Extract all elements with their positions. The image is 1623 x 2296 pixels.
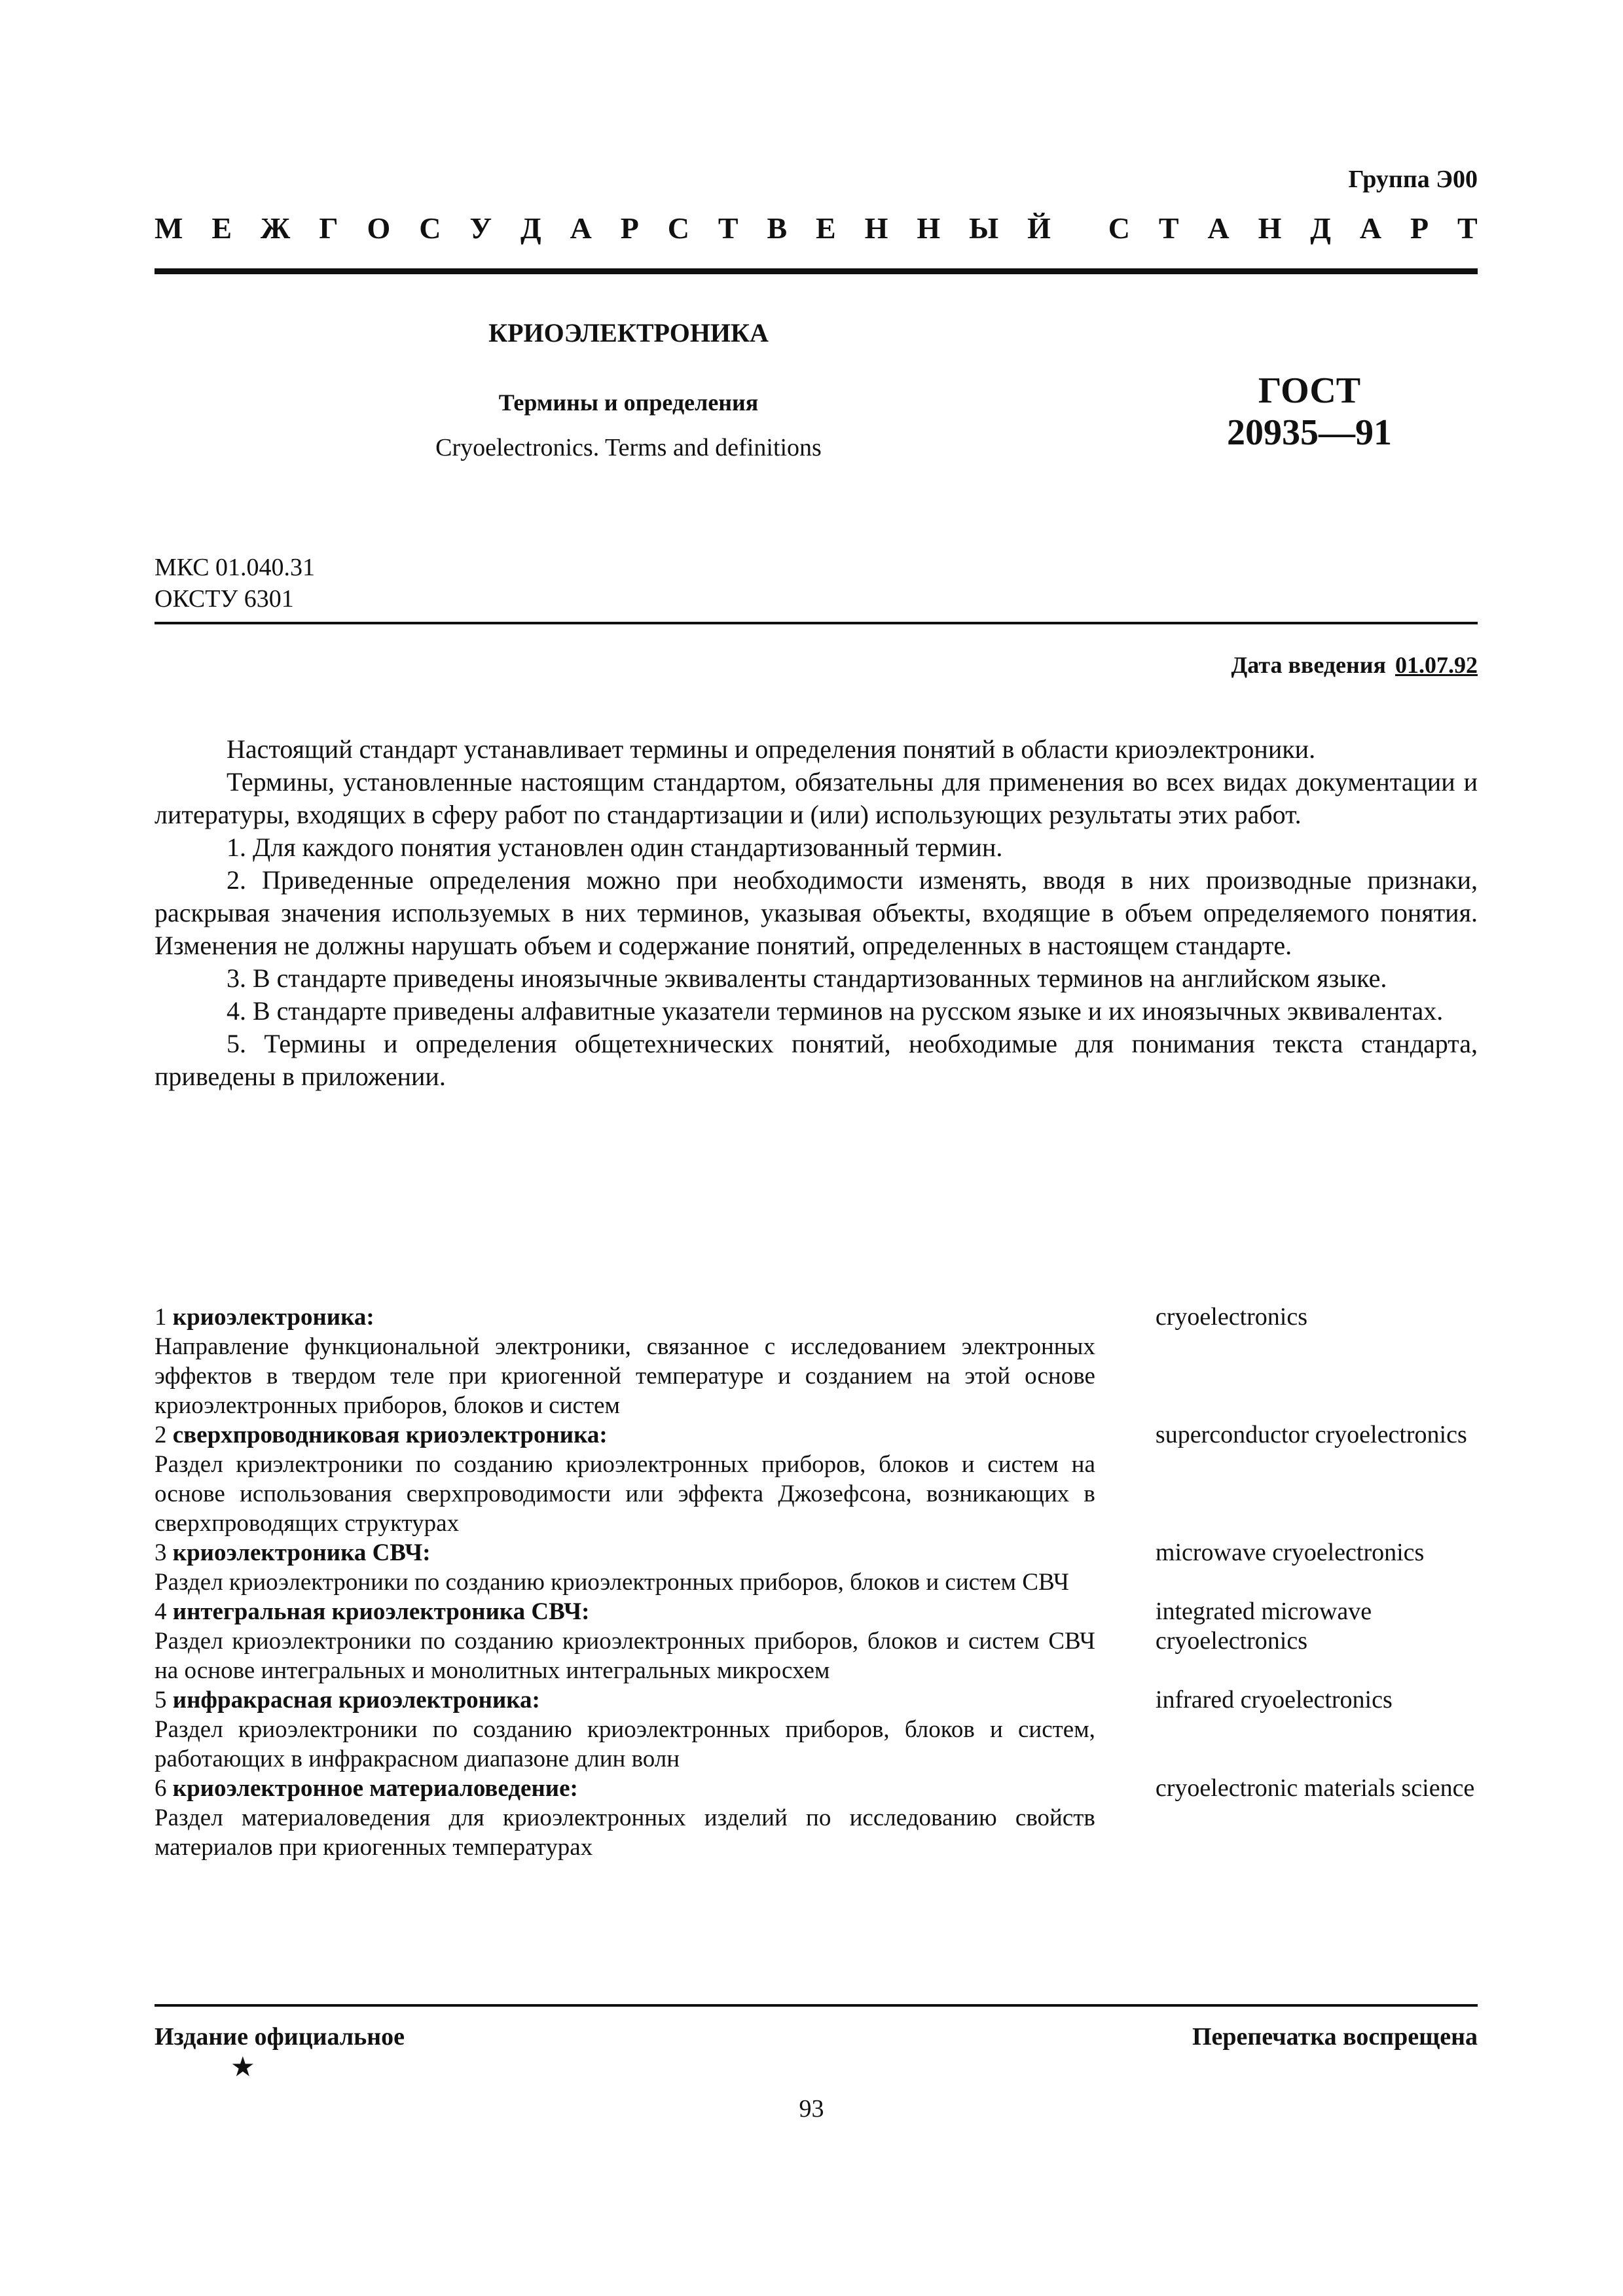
heading-letter: О [367, 211, 391, 245]
mks-code: МКС 01.040.31 [155, 554, 316, 581]
introduction-date [1231, 651, 1478, 679]
term-english: cryoelectronics [1155, 1303, 1308, 1331]
paragraph: 3. В стандарте приведены иноязычные эквиваленты стандартизованных терминов на английском языке. [227, 963, 1387, 993]
term-entry [155, 1302, 1478, 1420]
term-definition: Раздел криоэлектроники по созданию криоэлектронных приборов, блоков и систем, работающих в инфракрасном диапазоне длин волн [155, 1716, 1095, 1772]
heading-letter: Ж [260, 211, 291, 245]
heading-letter: С [1108, 211, 1130, 245]
term-ru [155, 1774, 1095, 1862]
okstu-code: ОКСТУ 6301 [155, 585, 294, 613]
term-ru [155, 1538, 1095, 1597]
group-code: Группа Э00 [1348, 166, 1478, 193]
heading-letter: Т [1158, 211, 1179, 245]
term-english: cryoelectronic materials science [1155, 1774, 1475, 1802]
term-number: 2 [155, 1422, 167, 1448]
heading-letter: Р [620, 211, 639, 245]
introduction-date-value: 01.07.92 [1395, 652, 1478, 678]
heading-letter: Т [1457, 211, 1478, 245]
reprint-prohibited-label: Перепечатка воспрещена [1192, 2023, 1478, 2051]
term-definition: Раздел материаловедения для криоэлектронных изделий по исследованию свойств материалов при криогенных температурах [155, 1804, 1095, 1861]
classification-codes [155, 552, 315, 615]
term-definition: Раздел криэлектроники по созданию криоэлектронных приборов, блоков и систем на основе использования сверхпроводимости или эффекта Джозефсона, возникающих в сверхпроводящих структурах [155, 1451, 1095, 1537]
heading-letter: А [1359, 211, 1382, 245]
heading-letter: Н [864, 211, 888, 245]
title-block [367, 317, 890, 462]
gost-label: ГОСТ [1258, 370, 1361, 411]
heading-letter: В [767, 211, 788, 245]
term-ru [155, 1420, 1095, 1538]
term-definition: Раздел криоэлектроники по созданию криоэлектронных приборов, блоков и систем СВЧ на основе интегральных и монолитных интегральных микросхем [155, 1628, 1095, 1684]
paragraph: 1. Для каждого понятия установлен один стандартизованный термин. [227, 833, 1003, 862]
term-name: криоэлектроника: [172, 1304, 374, 1331]
standard-type-heading [155, 213, 1478, 243]
term-english: superconductor cryoelectronics [1155, 1421, 1467, 1448]
heading-letter: Н [1258, 211, 1282, 245]
term-ru [155, 1685, 1095, 1774]
term-entry [155, 1597, 1478, 1685]
gost-number: 20935—91 [1227, 412, 1392, 454]
official-edition-label: Издание официальное [155, 2023, 405, 2051]
heading-letter: С [419, 211, 441, 245]
document-title: КРИОЭЛЕКТРОНИКА [488, 318, 769, 348]
preamble-text [155, 733, 1478, 1093]
heading-letter: Й [1027, 211, 1051, 245]
introduction-date-label: Дата введения [1231, 652, 1386, 678]
document-subtitle: Термины и определения [498, 389, 759, 416]
term-entry [155, 1538, 1478, 1597]
heading-letter: А [1207, 211, 1230, 245]
term-english: integrated microwave cryoelectronics [1155, 1598, 1372, 1655]
heading-letter: С [667, 211, 689, 245]
codes-divider [155, 622, 1478, 624]
gost-designation [1185, 370, 1434, 454]
heading-letter: Н [917, 211, 941, 245]
term-number: 3 [155, 1539, 167, 1566]
heading-letter: А [570, 211, 592, 245]
term-number: 6 [155, 1775, 167, 1802]
term-number: 1 [155, 1304, 167, 1331]
heading-letter: У [469, 211, 492, 245]
term-ru [155, 1302, 1095, 1420]
term-name: криоэлектроника СВЧ: [172, 1539, 431, 1566]
term-ru [155, 1597, 1095, 1685]
paragraph: 5. Термины и определения общетехнических понятий, необходимые для понимания текста стандарта, приведены в приложении. [155, 1029, 1478, 1091]
document-english-title: Cryoelectronics. Terms and definitions [435, 434, 822, 461]
term-name: криоэлектронное материаловедение: [172, 1775, 578, 1802]
term-english: infrared cryoelectronics [1155, 1686, 1393, 1713]
term-entry [155, 1685, 1478, 1774]
star-icon: ★ [230, 2053, 255, 2083]
heading-letter: Д [1310, 211, 1331, 245]
paragraph: Настоящий стандарт устанавливает термины и определения понятий в области криоэлектроники. [227, 734, 1316, 764]
heading-letter: Г [319, 211, 338, 245]
paragraph: 2. Приведенные определения можно при необходимости изменять, вводя в них производные признаки, раскрывая значения используемых в них терминов, указывая объекты, входящие в объем определяемого понятия. Изменения не должны нарушать объем и содержание понятий, определенных в настоящем стандарте. [155, 865, 1478, 960]
term-definition: Направление функциональной электроники, связанное с исследованием электронных эффектов в твердом теле при криогенной температуре и созданием на этой основе криоэлектронных приборов, блоков и систем [155, 1333, 1095, 1419]
term-name: интегральная криоэлектроника СВЧ: [172, 1598, 590, 1625]
term-english: microwave cryoelectronics [1155, 1539, 1425, 1566]
heading-letter: Р [1410, 211, 1429, 245]
footer-divider [155, 2004, 1478, 2007]
term-name: сверхпроводниковая криоэлектроника: [172, 1422, 608, 1448]
term-number: 4 [155, 1598, 167, 1625]
term-entry [155, 1420, 1478, 1538]
heading-letter: Т [718, 211, 739, 245]
term-definition: Раздел криоэлектроники по созданию криоэлектронных приборов, блоков и систем СВЧ [155, 1569, 1069, 1596]
term-name: инфракрасная криоэлектроника: [172, 1687, 540, 1713]
paragraph: Термины, установленные настоящим стандартом, обязательны для применения во всех видах документации и литературы, входящих в сферу работ по стандартизации и (или) использующих результаты этих работ. [155, 767, 1478, 829]
terms-list [155, 1302, 1478, 1862]
heading-letter: М [155, 211, 183, 245]
term-entry [155, 1774, 1478, 1862]
page-number: 93 [799, 2095, 824, 2123]
heading-letter: Е [816, 211, 836, 245]
paragraph: 4. В стандарте приведены алфавитные указатели терминов на русском языке и их иноязычных эквивалентах. [227, 996, 1444, 1026]
term-number: 5 [155, 1687, 167, 1713]
heading-letter: Д [520, 211, 541, 245]
heading-letter: Ы [969, 211, 999, 245]
heading-letter: Е [211, 211, 232, 245]
header-divider [155, 268, 1478, 274]
